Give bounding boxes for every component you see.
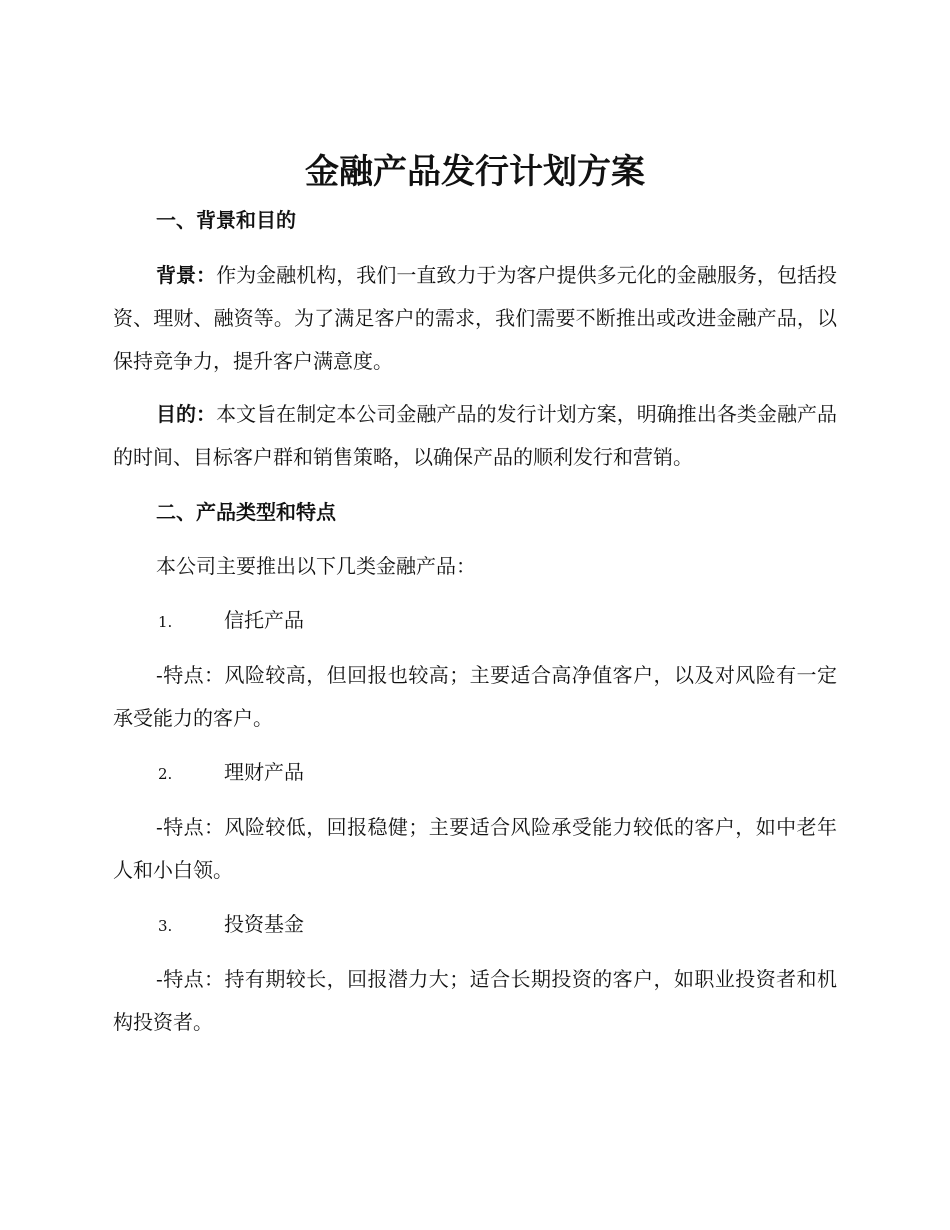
product-features-wealth: -特点：风险较低，回报稳健；主要适合风险承受能力较低的客户，如中老年人和小白领。 <box>113 815 837 882</box>
products-intro: 本公司主要推出以下几类金融产品： <box>156 554 476 578</box>
purpose-label: 目的： <box>156 402 217 426</box>
section-heading-products: 二、产品类型和特点 <box>156 500 336 524</box>
product-features-fund: -特点：持有期较长，回报潜力大；适合长期投资的客户，如职业投资者和机构投资者。 <box>113 967 837 1034</box>
product-features-trust: -特点：风险较高，但回报也较高；主要适合高净值客户，以及对风险有一定承受能力的客户。 <box>113 663 837 730</box>
purpose-paragraph <box>113 393 837 479</box>
product-name: 理财产品 <box>224 760 304 784</box>
list-number: 3. <box>158 917 173 935</box>
list-item-fund <box>158 910 304 940</box>
background-label: 背景： <box>156 263 217 287</box>
list-number: 2. <box>158 765 173 783</box>
product-name: 投资基金 <box>224 912 304 936</box>
list-item-trust <box>158 606 304 636</box>
list-number: 1. <box>158 613 173 631</box>
list-item-wealth <box>158 758 304 788</box>
background-text: 作为金融机构，我们一直致力于为客户提供多元化的金融服务，包括投资、理财、融资等。为了满足客户的需求，我们需要不断推出或改进金融产品，以保持竞争力，提升客户满意度。 <box>113 263 838 373</box>
background-paragraph <box>113 254 837 383</box>
document-title: 金融产品发行计划方案 <box>305 152 645 192</box>
section-heading-background: 一、背景和目的 <box>156 208 296 232</box>
purpose-text: 本文旨在制定本公司金融产品的发行计划方案，明确推出各类金融产品的时间、目标客户群和销售策略，以确保产品的顺利发行和营销。 <box>113 402 838 469</box>
product-name: 信托产品 <box>224 608 304 632</box>
